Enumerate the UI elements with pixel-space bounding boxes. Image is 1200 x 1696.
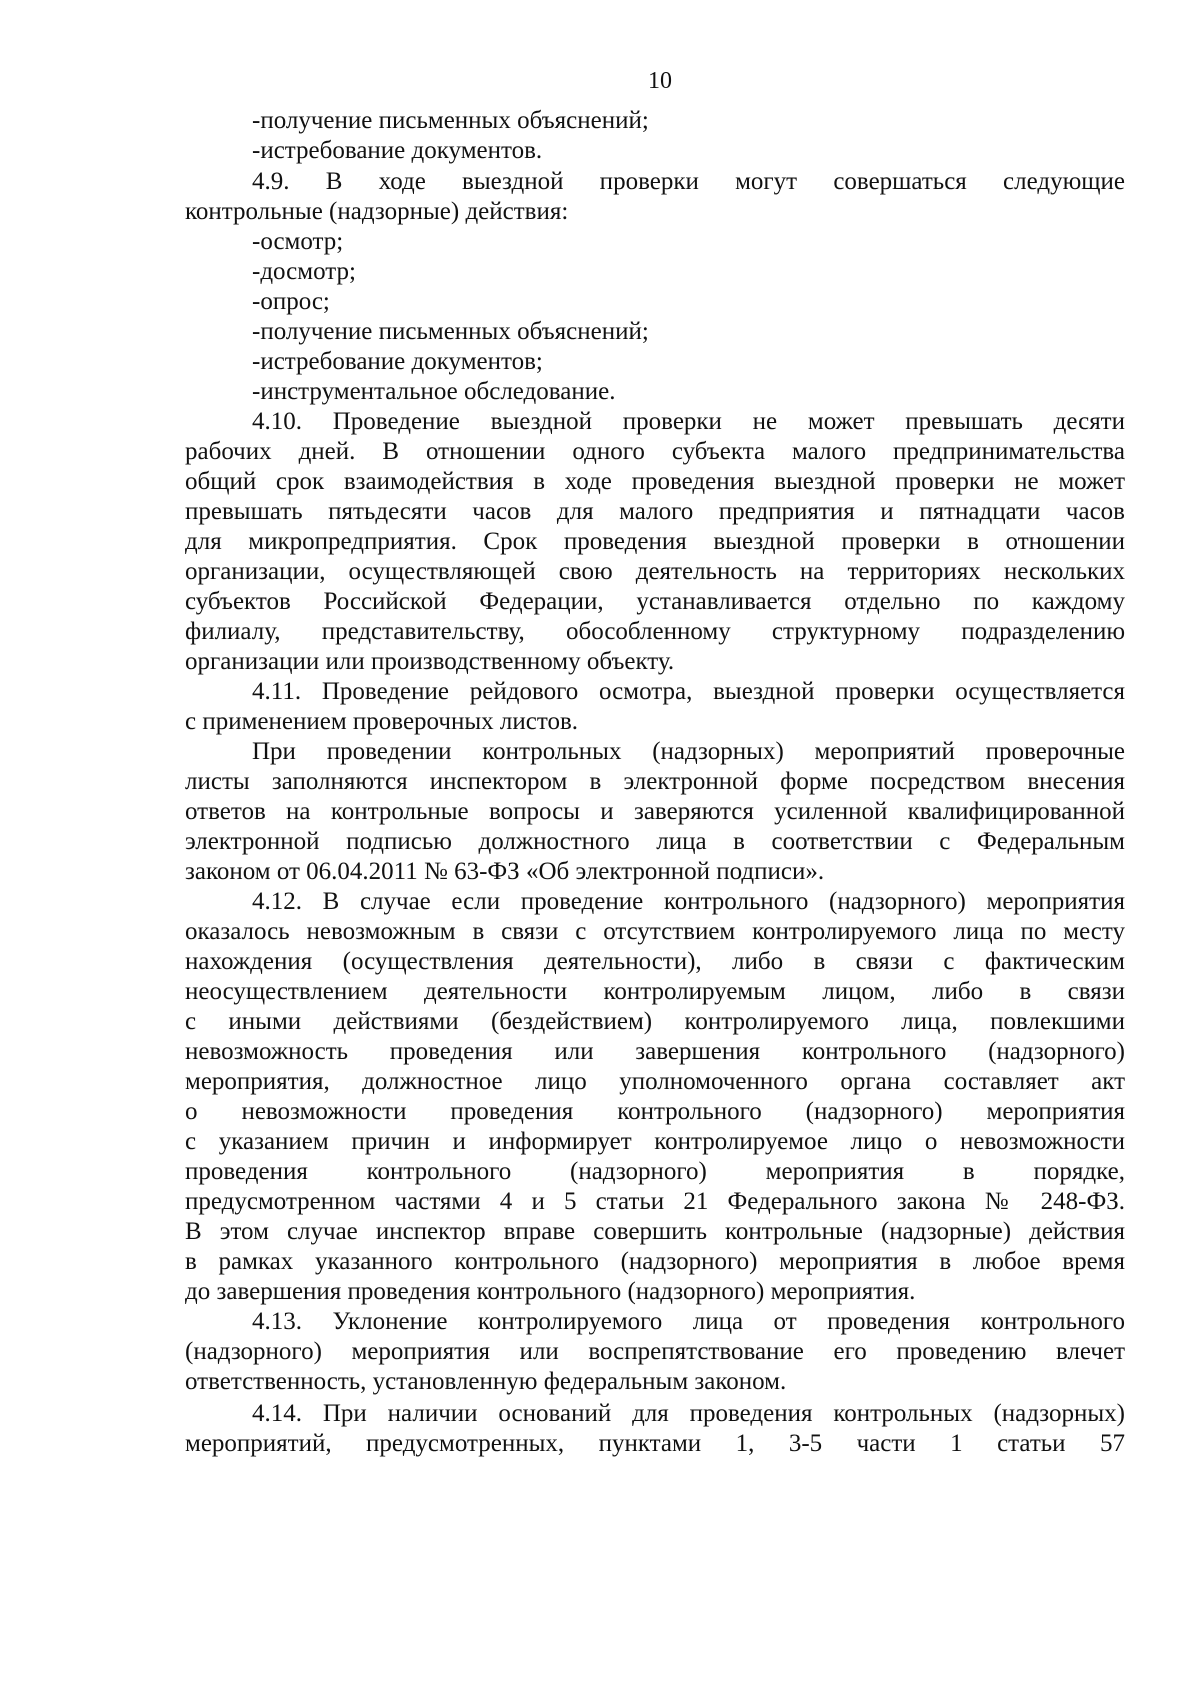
text-line: ответственность, установленную федеральным законом. [185,1368,787,1395]
text-line: предусмотренном частями 4 и 5 статьи 21 Федерального закона № 248-ФЗ. [185,1188,1125,1215]
text-line: 4.9. В ходе выездной проверки могут совершаться следующие [252,168,1125,195]
text-line: (надзорного) мероприятия или воспрепятствование его проведению влечет [185,1338,1125,1365]
text-line: превышать пятьдесяти часов для малого предприятия и пятнадцати часов [185,498,1125,525]
text-line: 4.14. При наличии оснований для проведения контрольных (надзорных) [252,1400,1125,1427]
text-line: субъектов Российской Федерации, устанавливается отдельно по каждому [185,588,1125,615]
text-line: 4.10. Проведение выездной проверки не может превышать десяти [252,408,1125,435]
text-line: организации или производственному объекту. [185,648,675,675]
page-number: 10 [648,68,672,94]
text-line: 4.11. Проведение рейдового осмотра, выездной проверки осуществляется [252,678,1125,705]
text-line: -получение письменных объяснений; [252,318,649,345]
text-line: оказалось невозможным в связи с отсутствием контролируемого лица по месту [185,918,1125,945]
text-line: -получение письменных объяснений; [252,107,649,134]
text-line: неосуществлением деятельности контролируемым лицом, либо в связи [185,978,1125,1005]
text-line: с иными действиями (бездействием) контролируемого лица, повлекшими [185,1008,1125,1035]
text-line: -досмотр; [252,258,356,285]
text-line: в рамках указанного контрольного (надзорного) мероприятия в любое время [185,1248,1125,1275]
text-line: При проведении контрольных (надзорных) мероприятий проверочные [252,738,1125,765]
text-line: -истребование документов; [252,348,543,375]
text-line: филиалу, представительству, обособленному структурному подразделению [185,618,1125,645]
text-line: -истребование документов. [252,137,543,164]
text-line: 4.12. В случае если проведение контрольного (надзорного) мероприятия [252,888,1125,915]
text-line: невозможность проведения или завершения контрольного (надзорного) [185,1038,1125,1065]
text-line: -инструментальное обследование. [252,378,616,405]
text-line: с применением проверочных листов. [185,708,579,735]
text-line: ответов на контрольные вопросы и заверяются усиленной квалифицированной [185,798,1125,825]
text-line: -опрос; [252,288,330,315]
text-line: нахождения (осуществления деятельности), либо в связи с фактическим [185,948,1125,975]
text-line: мероприятий, предусмотренных, пунктами 1, 3-5 части 1 статьи 57 [185,1430,1125,1457]
text-line: для микропредприятия. Срок проведения выездной проверки в отношении [185,528,1125,555]
text-line: проведения контрольного (надзорного) мероприятия в порядке, [185,1158,1125,1185]
text-line: 4.13. Уклонение контролируемого лица от проведения контрольного [252,1308,1125,1335]
text-line: мероприятия, должностное лицо уполномоченного органа составляет акт [185,1068,1125,1095]
text-line: электронной подписью должностного лица в соответствии с Федеральным [185,828,1125,855]
text-line: В этом случае инспектор вправе совершить контрольные (надзорные) действия [185,1218,1125,1245]
text-line: с указанием причин и информирует контролируемое лицо о невозможности [185,1128,1125,1155]
text-line: до завершения проведения контрольного (надзорного) мероприятия. [185,1278,916,1305]
text-line: рабочих дней. В отношении одного субъекта малого предпринимательства [185,438,1125,465]
text-line: организации, осуществляющей свою деятельность на территориях нескольких [185,558,1125,585]
text-line: -осмотр; [252,228,344,255]
text-line: о невозможности проведения контрольного (надзорного) мероприятия [185,1098,1125,1125]
text-line: законом от 06.04.2011 № 63-ФЗ «Об электронной подписи». [185,858,825,885]
text-line: контрольные (надзорные) действия: [185,198,569,225]
text-line: листы заполняются инспектором в электронной форме посредством внесения [185,768,1125,795]
text-line: общий срок взаимодействия в ходе проведения выездной проверки не может [185,468,1125,495]
